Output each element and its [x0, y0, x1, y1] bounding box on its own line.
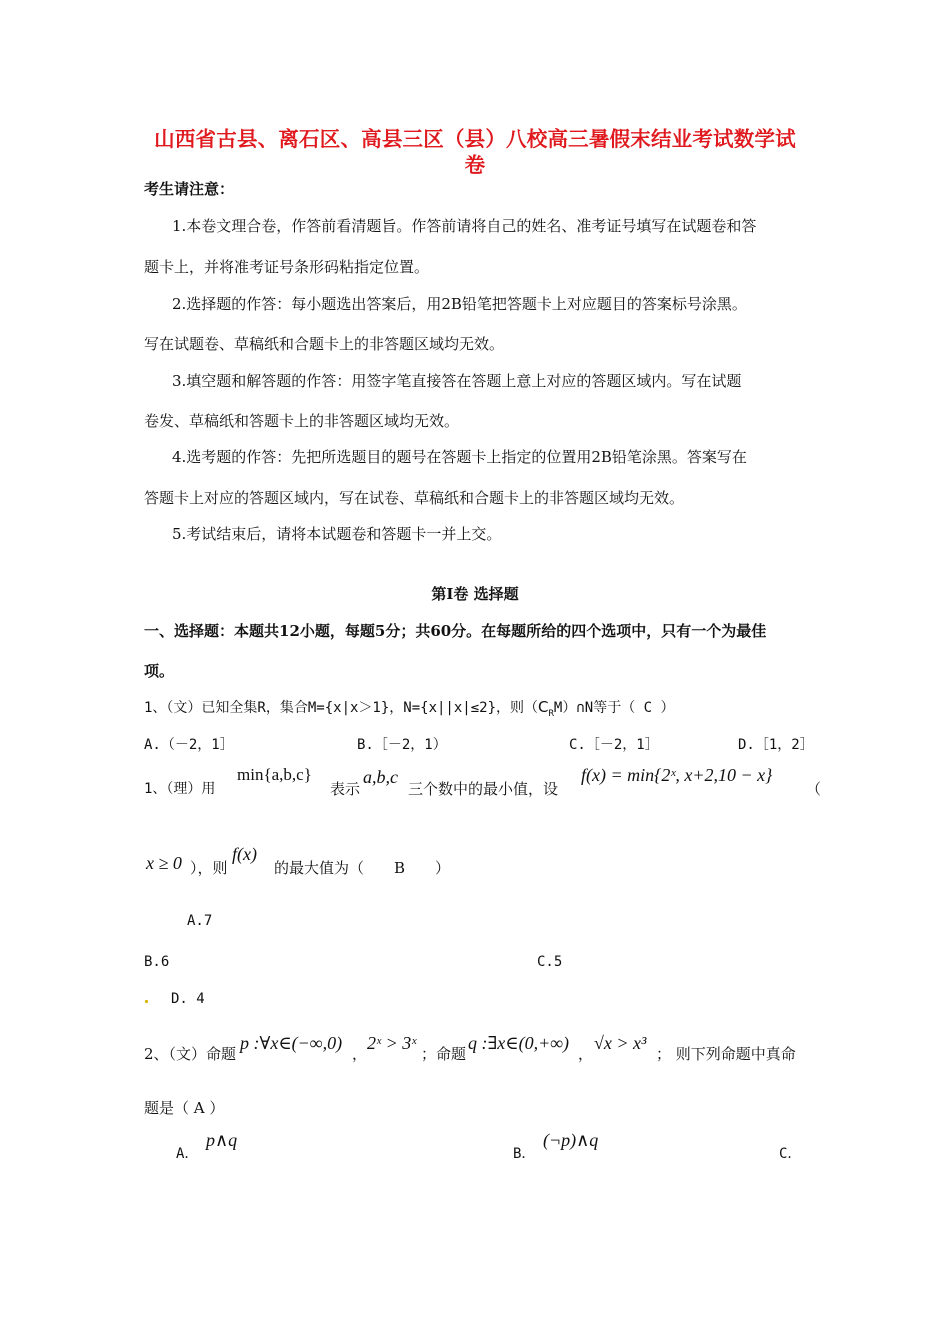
- q2-semicolon: ；命题: [421, 1045, 467, 1063]
- q1-li-prefix: 1、（理）用: [144, 781, 216, 797]
- q1-wen-stem-tail: M）∩N等于（ C ）: [553, 700, 675, 716]
- notice-item-4-line1: 4.选考题的作答：先把所选题目的题号在答题卡上指定的位置用2B铅笔涂黑。答案写在: [172, 448, 747, 466]
- q2-option-b-label: B．: [513, 1146, 536, 1162]
- q1-wen-stem: [144, 697, 675, 719]
- inequality-1: 2ˣ > 3ˣ: [367, 1033, 417, 1053]
- q1-li-question: 的最大值为（ B ）: [274, 859, 451, 877]
- variables-abc: a,b,c: [363, 767, 398, 787]
- section-instructions-line2: 项。: [144, 662, 175, 680]
- document-title-line1: 山西省古县、离石区、高县三区（县）八校高三暑假末结业考试数学试: [154, 127, 796, 151]
- q2-option-c-label: C．: [779, 1146, 802, 1162]
- q1-li-mid1: 表示: [330, 780, 361, 798]
- q2-comma-2: ，: [578, 1045, 594, 1063]
- q1-wen-option-d: D.［1，2］: [738, 737, 814, 753]
- q1-wen-option-a: A.（－2，1］: [144, 737, 234, 753]
- section-heading: 第Ⅰ卷 选择题: [431, 585, 519, 603]
- q1-wen-option-b: B.［－2，1）: [357, 737, 447, 753]
- notice-item-1-line2: 题卡上，并将准考证号条形码粘指定位置。: [144, 258, 430, 276]
- proposition-q: q :∃x∈(0,+∞): [468, 1033, 570, 1053]
- document-title-line2: 卷: [464, 153, 486, 177]
- function-fx: f(x): [232, 844, 257, 864]
- domain-condition: x ≥ 0: [146, 853, 182, 873]
- notice-item-4-line2: 答题卡上对应的答题区域内，写在试卷、草稿纸和合题卡上的非答题区域均无效。: [144, 489, 685, 507]
- notice-item-1-line1: 1.本卷文理合卷，作答前看清题旨。作答前请将自己的姓名、准考证号填写在试题卷和答: [172, 217, 757, 235]
- inequality-2: √x > x³: [594, 1033, 647, 1053]
- q1-li-mid2: 三个数中的最小值，设: [408, 780, 559, 798]
- section-instructions-line1: 一、选择题：本题共12小题，每题5分；共60分。在每题所给的四个选项中，只有一个为最佳: [144, 622, 767, 640]
- complement-symbol: C: [538, 698, 549, 716]
- q2-wen-prefix: 2、（文）命题: [144, 1045, 237, 1063]
- notice-item-3-line2: 卷发、草稿纸和答题卡上的非答题区域均无效。: [144, 412, 460, 430]
- q1-li-then: ），则: [190, 859, 228, 877]
- q2-comma-1: ，: [352, 1045, 368, 1063]
- q1-li-option-a: A.7: [187, 913, 213, 929]
- q2-option-a-label: A．: [176, 1146, 199, 1162]
- decorative-dot: [145, 1000, 148, 1003]
- notice-item-2-line2: 写在试题卷、草稿纸和合题卡上的非答题区域均无效。: [144, 335, 505, 353]
- q2-wen-tail: ； 则下列命题中真命: [656, 1045, 796, 1063]
- notice-item-5: 5.考试结束后，请将本试题卷和答题卡一并上交。: [172, 525, 502, 543]
- q1-li-paren: （: [806, 780, 822, 798]
- q2-option-b: (¬p)∧q: [543, 1130, 599, 1150]
- complement-subscript: R: [548, 708, 554, 719]
- q1-wen-stem-text: 1、（文）已知全集R，集合M={x|x＞1}，N={x||x|≤2}，则（: [144, 700, 539, 716]
- notice-heading: 考生请注意：: [144, 180, 235, 198]
- q1-li-option-d: D. 4: [171, 991, 205, 1007]
- q2-option-a: p∧q: [206, 1130, 238, 1150]
- q1-wen-option-c: C.［－2，1］: [569, 737, 659, 753]
- min-expression: min{a,b,c}: [237, 765, 312, 784]
- q1-li-option-b: B.6: [144, 954, 170, 970]
- notice-item-3-line1: 3.填空题和解答题的作答：用签字笔直接答在答题上意上对应的答题区域内。写在试题: [172, 372, 742, 390]
- q2-wen-line2: 题是（ A ）: [144, 1099, 225, 1117]
- proposition-p: p :∀x∈(−∞,0): [240, 1033, 343, 1053]
- q1-li-option-c: C.5: [537, 954, 563, 970]
- function-definition: f(x) = min{2ˣ, x+2,10 − x}: [581, 765, 773, 785]
- notice-item-2-line1: 2.选择题的作答：每小题选出答案后，用2B铅笔把答题卡上对应题目的答案标号涂黑。: [172, 295, 747, 313]
